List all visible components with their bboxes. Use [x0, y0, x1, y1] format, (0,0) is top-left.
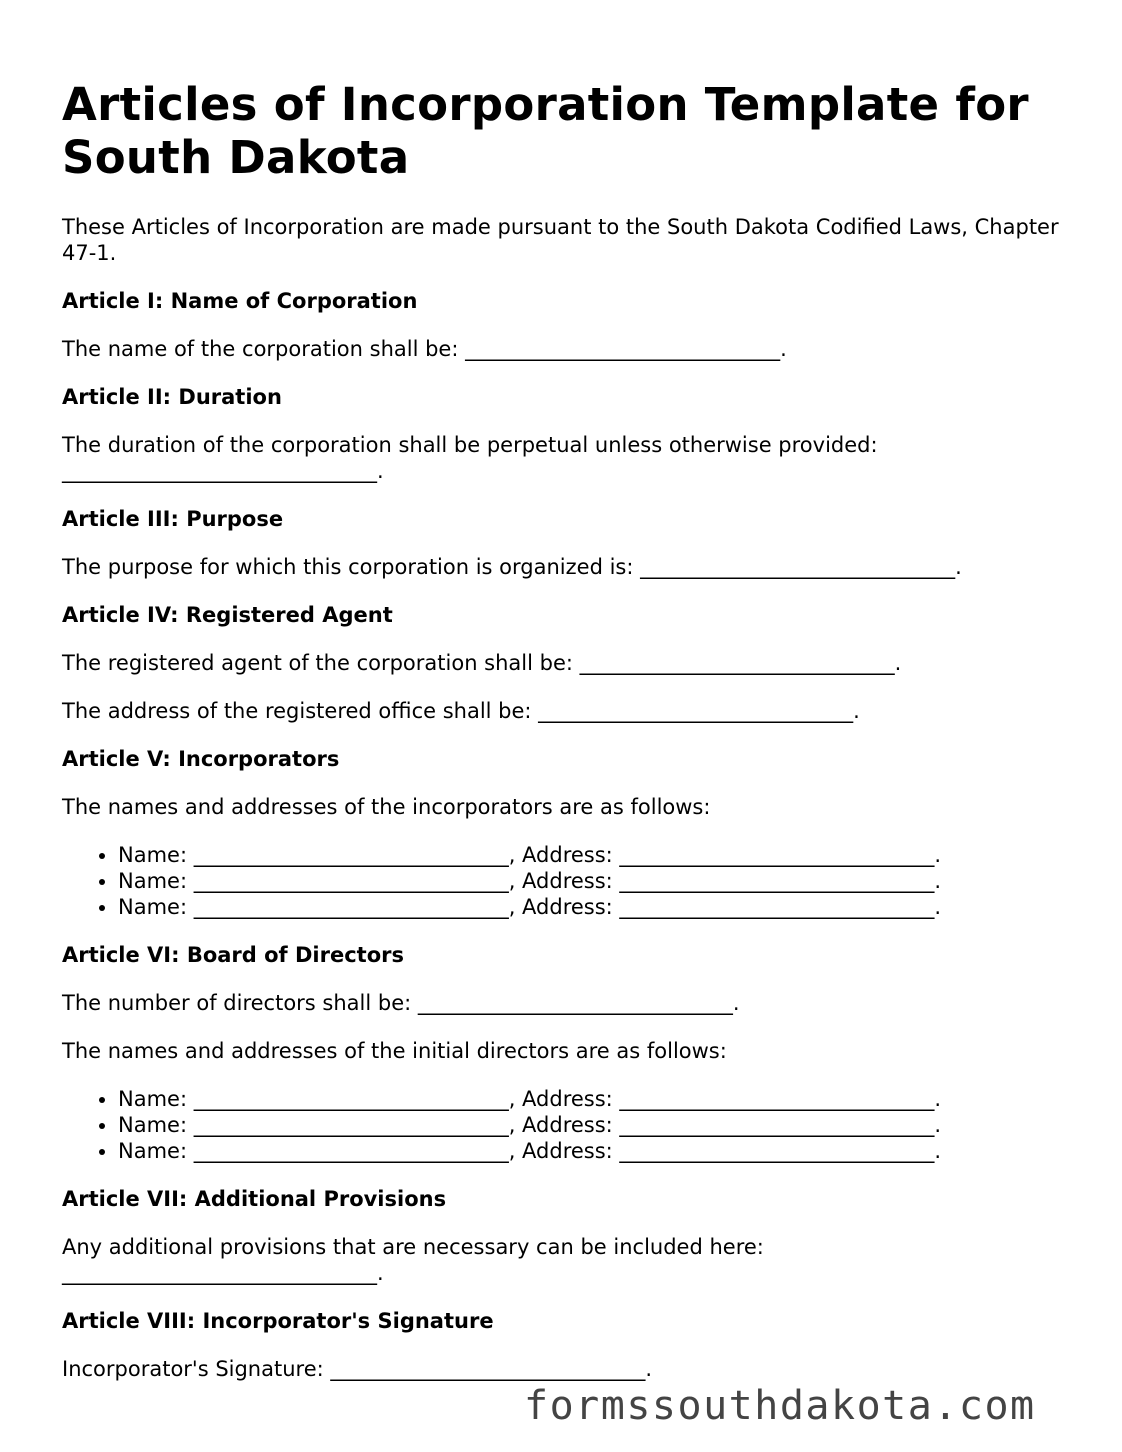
- document-page: [62, 78, 1062, 1404]
- article-3-heading: Article III: Purpose: [62, 507, 284, 531]
- list-item: • Name: ______________________________, Address: ______________________________.: [118, 1086, 1062, 1112]
- article-4-office-text: The address of the registered office shall be: ______________________________.: [62, 699, 860, 723]
- article-1-text: The name of the corporation shall be: ______________________________.: [62, 337, 787, 361]
- article-5-heading: Article V: Incorporators: [62, 747, 340, 771]
- article-6-number-text: The number of directors shall be: ______________________________.: [62, 991, 740, 1015]
- article-7-heading: Article VII: Additional Provisions: [62, 1187, 447, 1211]
- list-item: • Name: ______________________________, Address: ______________________________.: [118, 868, 1062, 894]
- list-item: • Name: ______________________________, Address: ______________________________.: [118, 894, 1062, 920]
- article-4-heading: Article IV: Registered Agent: [62, 603, 393, 627]
- article-6-heading: Article VI: Board of Directors: [62, 943, 404, 967]
- intro-paragraph: These Articles of Incorporation are made pursuant to the South Dakota Codified Laws, Chapter 47-1.: [62, 215, 1059, 265]
- directors-list: [62, 1086, 1062, 1164]
- incorporators-list: [62, 842, 1062, 920]
- article-3-text: The purpose for which this corporation is organized is: ______________________________.: [62, 555, 962, 579]
- list-item: • Name: ______________________________, Address: ______________________________.: [118, 1138, 1062, 1164]
- article-2-text: The duration of the corporation shall be perpetual unless otherwise provided: ______________________________.: [62, 433, 878, 483]
- article-2-heading: Article II: Duration: [62, 385, 282, 409]
- list-item: • Name: ______________________________, Address: ______________________________.: [118, 1112, 1062, 1138]
- article-6-text: The names and addresses of the initial directors are as follows:: [62, 1039, 727, 1063]
- article-1-heading: Article I: Name of Corporation: [62, 289, 418, 313]
- article-5-text: The names and addresses of the incorporators are as follows:: [62, 795, 711, 819]
- article-7-text: Any additional provisions that are necessary can be included here: ______________________________.: [62, 1235, 764, 1285]
- article-4-agent-text: The registered agent of the corporation shall be: ______________________________.: [62, 651, 902, 675]
- article-8-heading: Article VIII: Incorporator's Signature: [62, 1309, 494, 1333]
- article-8-text: Incorporator's Signature: ______________________________.: [62, 1357, 653, 1381]
- document-title: Articles of Incorporation Template for South Dakota: [62, 78, 1029, 184]
- list-item: • Name: ______________________________, Address: ______________________________.: [118, 842, 1062, 868]
- watermark: formssouthdakota.com: [524, 1383, 1036, 1429]
